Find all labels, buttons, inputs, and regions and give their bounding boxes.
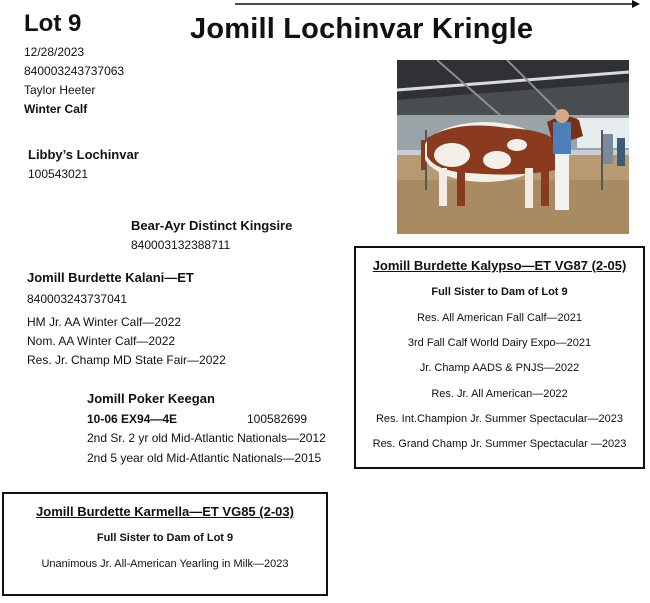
box-left-line: Unanimous Jr. All-American Yearling in Milk—2023 [41, 558, 289, 570]
granddam-name: Jomill Poker Keegan [87, 391, 215, 406]
id-number: 840003243737063 [24, 64, 125, 78]
dam-honor: Nom. AA Winter Calf—2022 [27, 334, 176, 348]
full-sister-box-right [354, 246, 645, 469]
box-left-title: Jomill Burdette Karmella—ET VG85 (2-03) [36, 504, 294, 519]
maternal-grandsire-name: Bear-Ayr Distinct Kingsire [131, 218, 293, 233]
full-sister-box-left [2, 492, 328, 596]
box-right-line: 3rd Fall Calf World Dairy Expo—2021 [407, 337, 592, 349]
cow-photo [397, 60, 629, 234]
box-right-line: Res. Grand Champ Jr. Summer Spectacular —2023 [372, 438, 627, 450]
sire-reg: 100543021 [28, 167, 89, 181]
box-left-subtitle: Full Sister to Dam of Lot 9 [96, 532, 234, 544]
lot-number: Lot 9 [24, 10, 82, 37]
granddam-reg: 100582699 [247, 412, 308, 426]
box-right-line: Jr. Champ AADS & PNJS—2022 [419, 362, 580, 374]
box-right-subtitle: Full Sister to Dam of Lot 9 [431, 286, 568, 298]
box-right-line: Res. All American Fall Calf—2021 [416, 312, 583, 324]
top-arrow-line [0, 0, 650, 10]
cow-photo-illustration [397, 60, 629, 234]
owner-name: Taylor Heeter [24, 83, 96, 97]
sire-name: Libby’s Lochinvar [28, 147, 139, 162]
animal-class: Winter Calf [24, 102, 88, 116]
box-right-line: Res. Jr. All American—2022 [431, 388, 568, 400]
maternal-grandsire-reg: 840003132388711 [131, 238, 231, 252]
dam-honor: Res. Jr. Champ MD State Fair—2022 [27, 353, 226, 367]
box-right-title: Jomill Burdette Kalypso—ET VG87 (2-05) [372, 258, 627, 273]
granddam-score: 10-06 EX94—4E [87, 412, 178, 426]
dam-name: Jomill Burdette Kalani—ET [27, 270, 194, 285]
granddam-honor: 2nd 5 year old Mid-Atlantic Nationals—2015 [87, 451, 322, 465]
dam-reg: 840003243737041 [27, 292, 128, 306]
box-right-line: Res. Int.Champion Jr. Summer Spectacular—2023 [375, 413, 623, 425]
page-title: Jomill Lochinvar Kringle [190, 13, 534, 45]
granddam-honor: 2nd Sr. 2 yr old Mid-Atlantic Nationals—2012 [87, 431, 326, 445]
dam-honor: HM Jr. AA Winter Calf—2022 [27, 315, 182, 329]
birth-date: 12/28/2023 [24, 45, 85, 59]
